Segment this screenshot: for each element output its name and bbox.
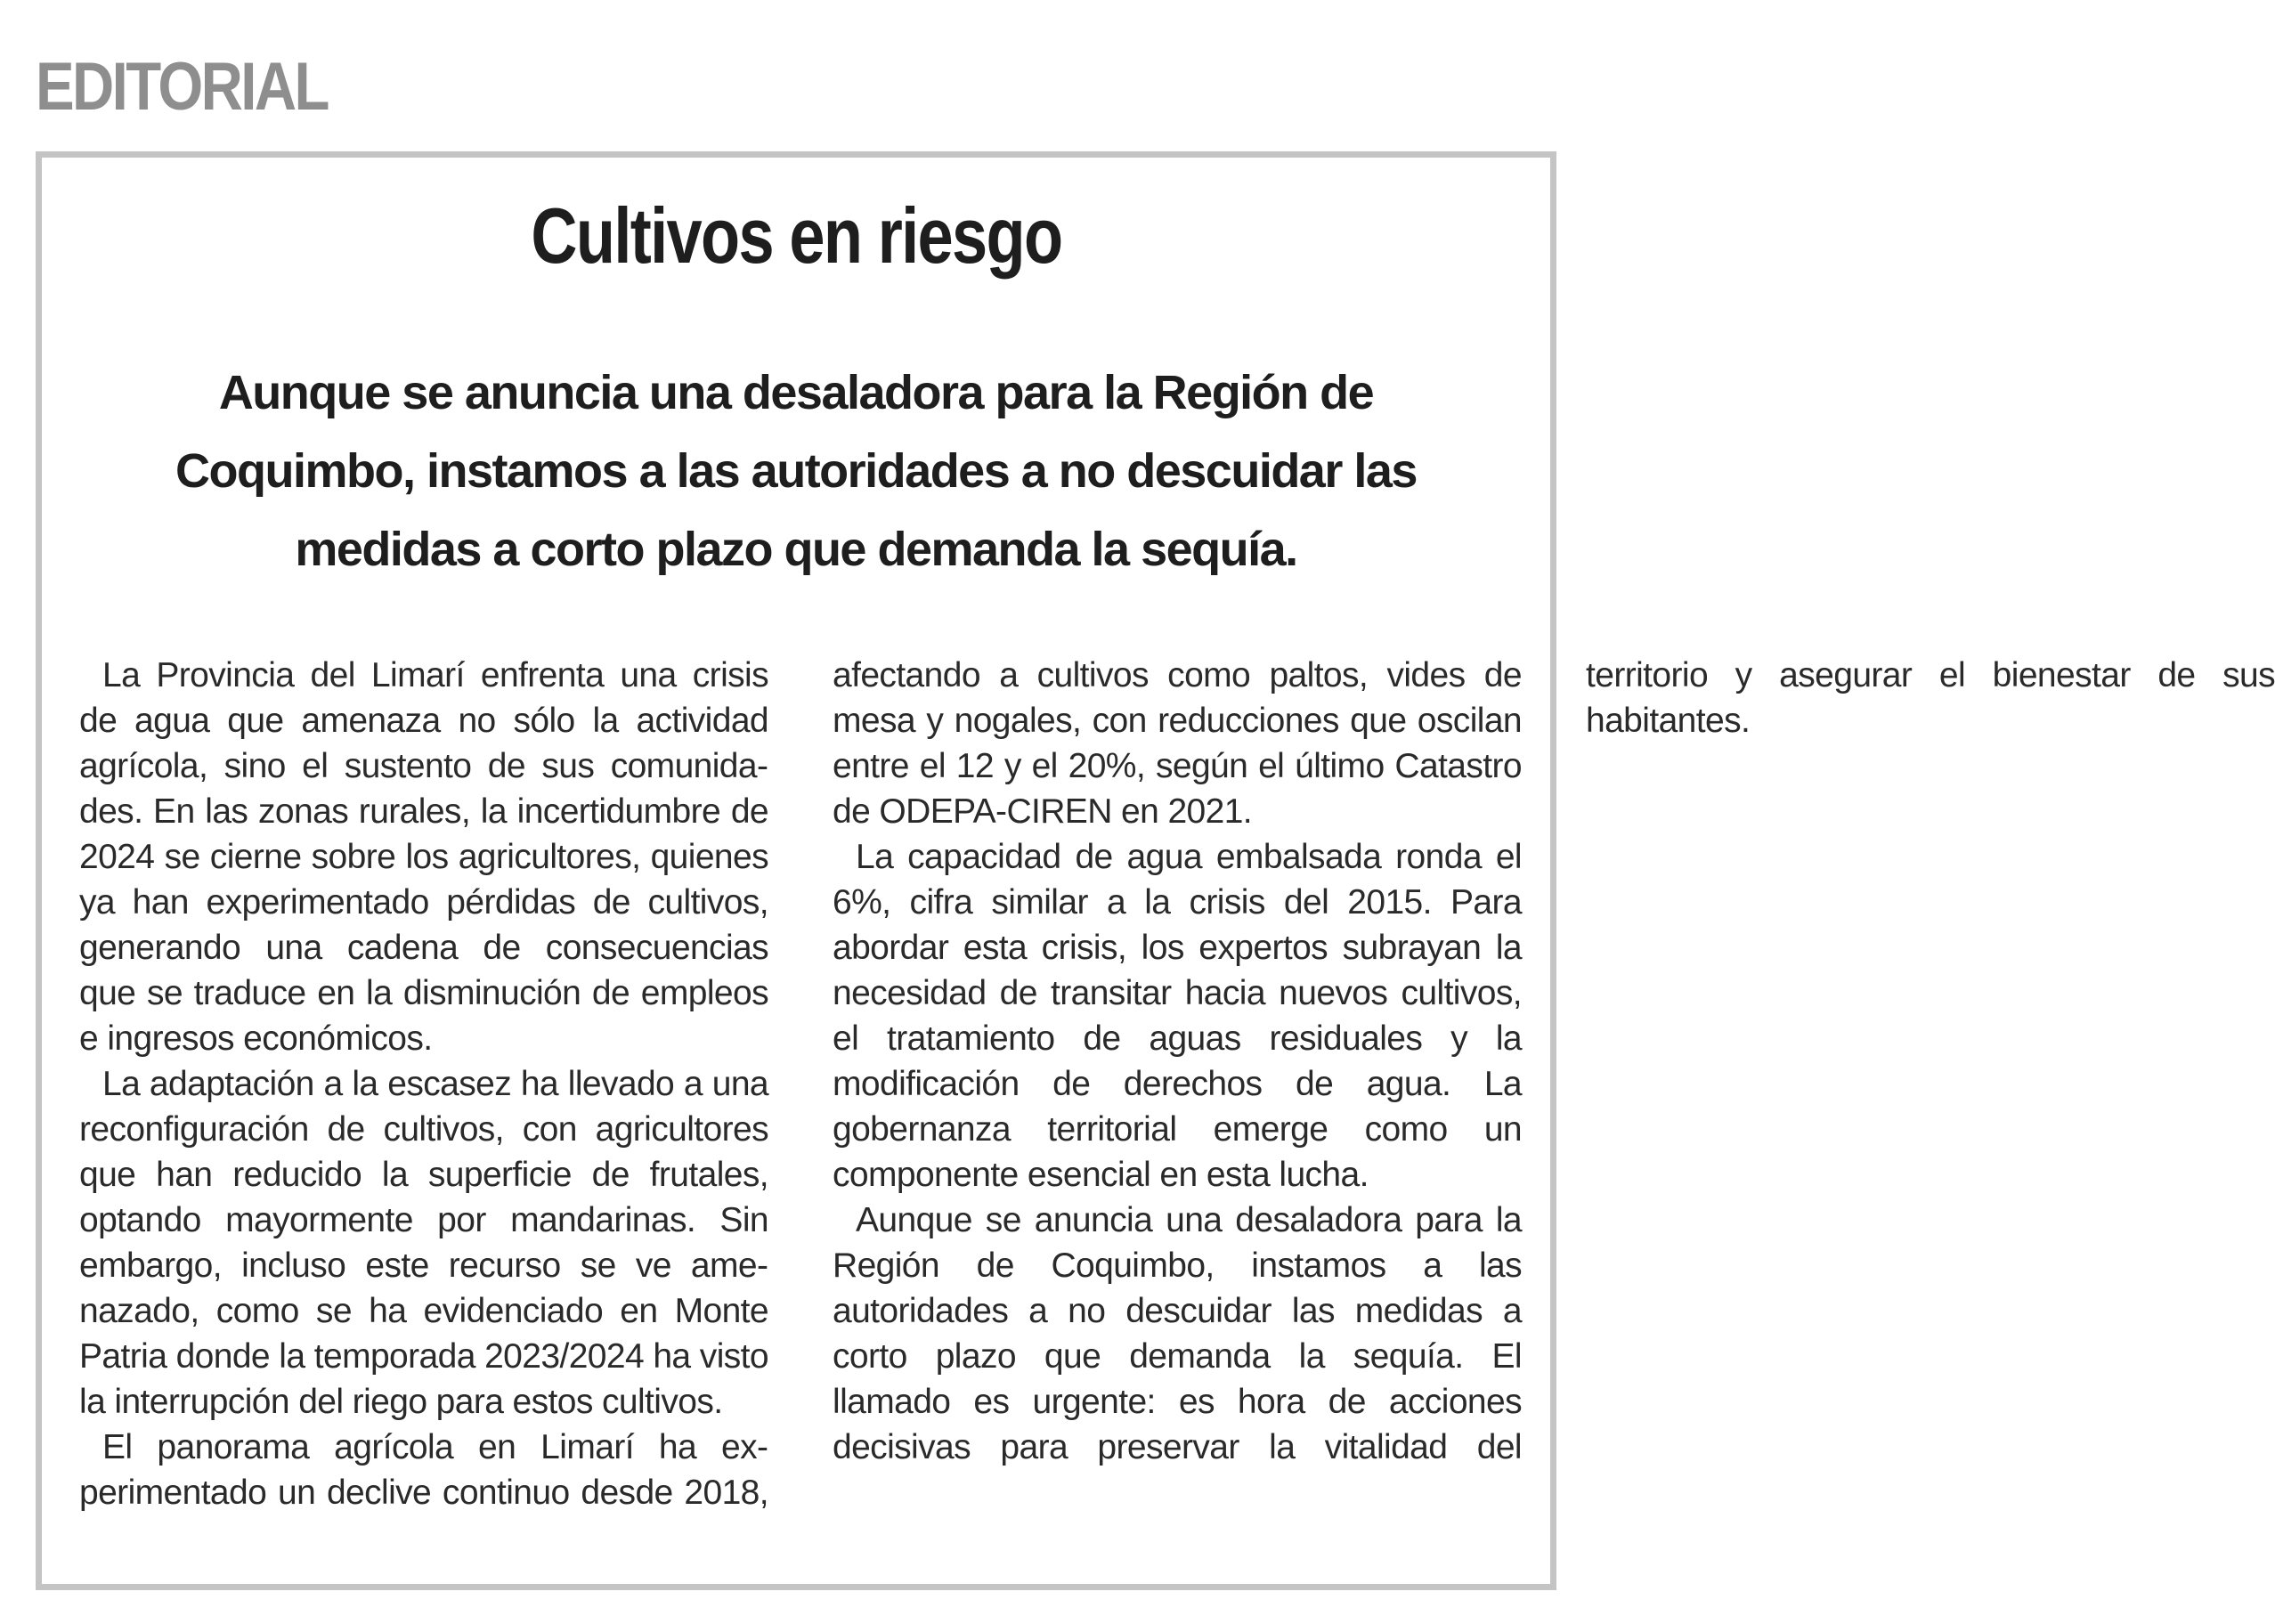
section-label: EDITORIAL (36, 49, 328, 125)
article-body (79, 653, 2275, 1552)
deck-subheading: Aunque se anuncia una desaladora para la Región de Coquimbo, instamos a las autoridades a no descuidar las medidas a corto plazo que demanda la sequía. (175, 366, 1417, 576)
body-paragraph: La capacidad de agua embalsada ronda el 6%, cifra similar a la crisis del 2015. Para abordar esta crisis, los expertos subrayan la necesidad de transitar hacia nuevos cultivos, el tratamiento de aguas residuales y la modificación de derechos de agua. La gobernanza territorial emerge como un componente esencial en esta lucha. (833, 838, 1522, 1194)
body-paragraph: El panorama agrícola en Limarí ha experimentado un declive continuo desde 2018, afectando a cultivos como paltos, vides de mesa y nogales, con reducciones que oscilan entre el 12 y el 20%, según el último Catastro de ODEPA-CIREN en 2021. (79, 656, 1522, 1512)
headline (42, 193, 1550, 280)
body-paragraph: Aunque se anuncia una desaladora para la Región de Coquimbo, instamos a las autoridades a no descuidar las medidas a corto plazo que demanda la sequía. El llamado es urgente: es hora de acciones decisivas para preservar la vitalidad del territorio y asegurar el bienestar de sus habitantes. (833, 656, 2275, 1466)
editorial-box (36, 151, 2275, 1590)
headline-text: Cultivos en riesgo (530, 191, 1061, 280)
body-paragraph: La adaptación a la escasez ha llevado a una reconfiguración de cultivos, con agricultores que han reducido la superficie de frutales, optando mayormente por mandarinas. Sin embargo, incluso este recurso se ve amenazado, como se ha evidenciado en Monte Patria donde la temporada 2023/2024 ha visto la interrupción del riego para estos cultivos. (79, 1065, 768, 1421)
body-paragraph: La Provincia del Limarí enfrenta una crisis de agua que amenaza no sólo la actividad agrícola, sino el sustento de sus comunidades. En las zonas rurales, la incertidumbre de 2024 se cierne sobre los agricultores, quienes ya han experimentado pérdidas de cultivos, generando una cadena de consecuencias que se traduce en la disminución de empleos e ingresos económicos. (79, 656, 768, 1058)
